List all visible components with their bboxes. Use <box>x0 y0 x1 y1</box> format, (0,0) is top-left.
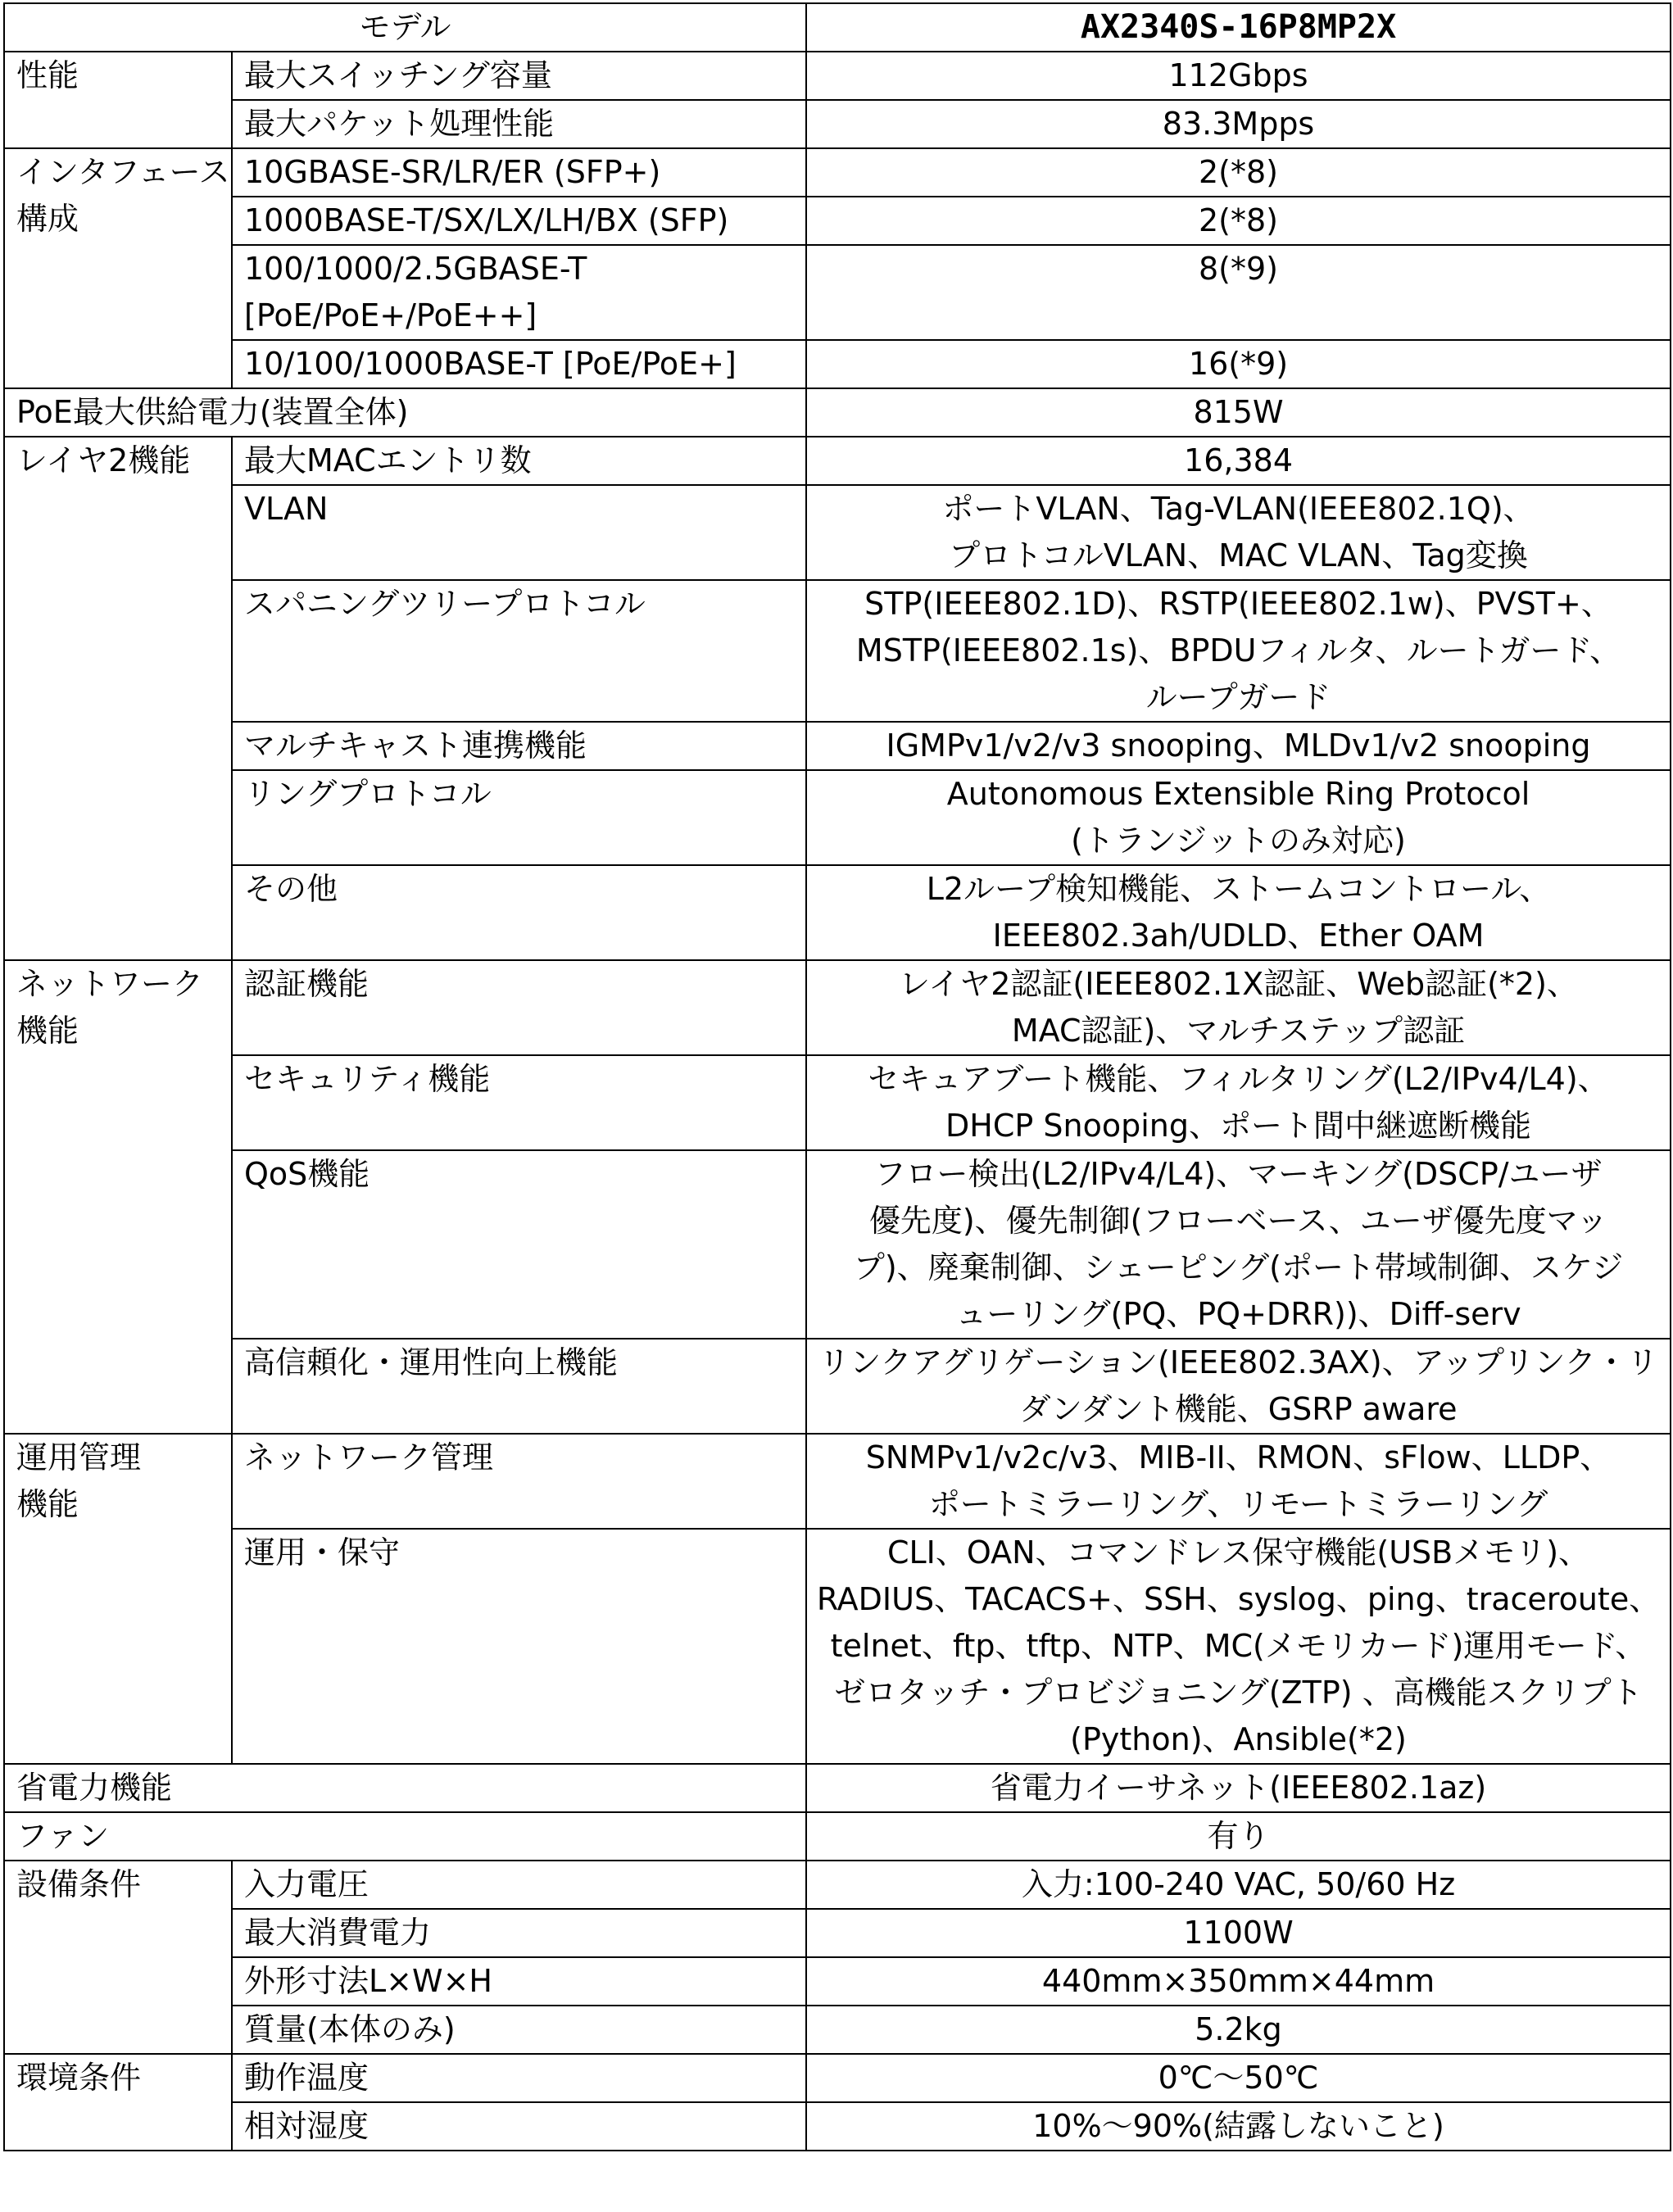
category-line: インタフェース <box>16 154 230 190</box>
value-line: プ)、廃棄制御、シェーピング(ポート帯域制御、スケジ <box>853 1249 1624 1285</box>
value-line: リンクアグリゲーション(IEEE802.3AX)、アップリンク・リ <box>818 1344 1658 1380</box>
value-line: STP(IEEE802.1D)、RSTP(IEEE802.1w)、PVST+、 <box>864 586 1612 622</box>
spec-value: 16(*9) <box>806 340 1671 388</box>
spec-label: マルチキャスト連携機能 <box>232 722 806 770</box>
spec-row <box>4 100 1671 148</box>
spec-value <box>806 1339 1671 1434</box>
value-line: MSTP(IEEE802.1s)、BPDUフィルタ、ルートガード、 <box>855 632 1621 669</box>
spec-label: 認証機能 <box>232 960 806 1055</box>
spec-value: 1100W <box>806 1909 1671 1957</box>
value-line: MAC認証)、マルチステップ認証 <box>1011 1013 1466 1049</box>
value-line: (トランジットのみ対応) <box>1071 823 1406 859</box>
model-name: AX2340S-16P8MP2X <box>806 3 1671 52</box>
spec-row <box>4 960 1671 1055</box>
spec-row <box>4 340 1671 388</box>
spec-label-fan: ファン <box>4 1812 806 1861</box>
spec-label: 動作温度 <box>232 2054 806 2102</box>
value-line: ューリング(PQ、PQ+DRR))、Diff-serv <box>955 1296 1521 1332</box>
value-line: RADIUS、TACACS+、SSH、syslog、ping、traceroute、 <box>816 1581 1661 1617</box>
spec-value <box>806 1434 1671 1529</box>
value-line: セキュアブート機能、フィルタリング(L2/IPv4/L4)、 <box>868 1061 1609 1097</box>
value-line: 優先度)、優先制御(フローベース、ユーザ優先度マッ <box>868 1203 1608 1239</box>
spec-row <box>4 770 1671 865</box>
spec-row <box>4 245 1671 340</box>
category-network <box>4 960 232 1434</box>
spec-row <box>4 1339 1671 1434</box>
value-line: レイヤ2認証(IEEE802.1X認証、Web認証(*2)、 <box>899 966 1578 1002</box>
label-line: [PoE/PoE+/PoE++] <box>244 297 537 333</box>
value-line: フロー検出(L2/IPv4/L4)、マーキング(DSCP/ユーザ <box>874 1156 1603 1192</box>
spec-row <box>4 485 1671 580</box>
spec-row <box>4 1150 1671 1339</box>
spec-row <box>4 2006 1671 2054</box>
spec-label-power-saving: 省電力機能 <box>4 1764 806 1812</box>
category-line: 構成 <box>16 201 79 237</box>
spec-value: 112Gbps <box>806 52 1671 100</box>
spec-label: 外形寸法L×W×H <box>232 1957 806 2006</box>
spec-label: 1000BASE-T/SX/LX/LH/BX (SFP) <box>232 197 806 245</box>
spec-row <box>4 437 1671 485</box>
spec-label: ネットワーク管理 <box>232 1434 806 1529</box>
spec-row <box>4 197 1671 245</box>
spec-value: 入力:100-240 VAC, 50/60 Hz <box>806 1861 1671 1909</box>
category-layer2: レイヤ2機能 <box>4 437 232 960</box>
spec-row <box>4 2054 1671 2102</box>
spec-row <box>4 1055 1671 1150</box>
spec-label-poe-power: PoE最大供給電力(装置全体) <box>4 388 806 437</box>
spec-value: 省電力イーサネット(IEEE802.1az) <box>806 1764 1671 1812</box>
spec-value: 5.2kg <box>806 2006 1671 2054</box>
value-line: (Python)、Ansible(*2) <box>1070 1721 1407 1757</box>
spec-value <box>806 485 1671 580</box>
spec-value: 2(*8) <box>806 197 1671 245</box>
spec-row <box>4 580 1671 722</box>
value-line: L2ループ検知機能、ストームコントロール、 <box>926 871 1551 907</box>
spec-label: 質量(本体のみ) <box>232 2006 806 2054</box>
category-performance: 性能 <box>4 52 232 148</box>
spec-row <box>4 722 1671 770</box>
value-line: Autonomous Extensible Ring Protocol <box>946 776 1530 812</box>
value-line: IEEE802.3ah/UDLD、Ether OAM <box>992 918 1485 954</box>
spec-value: 0℃～50℃ <box>806 2054 1671 2102</box>
value-line: ダンダント機能、GSRP aware <box>1019 1391 1458 1427</box>
value-line: telnet、ftp、tftp、NTP、MC(メモリカード)運用モード、 <box>830 1628 1647 1664</box>
spec-value: IGMPv1/v2/v3 snooping、MLDv1/v2 snooping <box>806 722 1671 770</box>
model-header-label: モデル <box>4 3 806 52</box>
spec-row <box>4 1764 1671 1812</box>
spec-label: 最大パケット処理性能 <box>232 100 806 148</box>
spec-row <box>4 1812 1671 1861</box>
spec-label: スパニングツリープロトコル <box>232 580 806 722</box>
category-facility: 設備条件 <box>4 1861 232 2054</box>
spec-value <box>806 1529 1671 1764</box>
category-environment: 環境条件 <box>4 2054 232 2151</box>
spec-label: 運用・保守 <box>232 1529 806 1764</box>
spec-value: 815W <box>806 388 1671 437</box>
category-interfaces <box>4 148 232 388</box>
spec-row <box>4 1909 1671 1957</box>
spec-label: 高信頼化・運用性向上機能 <box>232 1339 806 1434</box>
spec-value <box>806 960 1671 1055</box>
spec-label: QoS機能 <box>232 1150 806 1339</box>
value-line: プロトコルVLAN、MAC VLAN、Tag変換 <box>949 537 1528 573</box>
spec-row <box>4 52 1671 100</box>
spec-value: 2(*8) <box>806 148 1671 197</box>
spec-row <box>4 865 1671 960</box>
value-line: DHCP Snooping、ポート間中継遮断機能 <box>945 1108 1531 1144</box>
value-line: CLI、OAN、コマンドレス保守機能(USBメモリ)、 <box>886 1534 1590 1571</box>
spec-label: 最大消費電力 <box>232 1909 806 1957</box>
spec-value: 有り <box>806 1812 1671 1861</box>
category-line: ネットワーク <box>16 966 204 1002</box>
spec-row <box>4 1957 1671 2006</box>
category-line: 機能 <box>16 1013 79 1049</box>
spec-label: リングプロトコル <box>232 770 806 865</box>
spec-label <box>232 245 806 340</box>
spec-row <box>4 1861 1671 1909</box>
spec-label: 10/100/1000BASE-T [PoE/PoE+] <box>232 340 806 388</box>
spec-value <box>806 1150 1671 1339</box>
spec-label: VLAN <box>232 485 806 580</box>
spec-row <box>4 1529 1671 1764</box>
spec-value: 440mm×350mm×44mm <box>806 1957 1671 2006</box>
spec-row <box>4 1434 1671 1529</box>
spec-value <box>806 865 1671 960</box>
spec-value: 10%～90%(結露しないこと) <box>806 2102 1671 2151</box>
header-row <box>4 3 1671 52</box>
category-management <box>4 1434 232 1764</box>
spec-value <box>806 1055 1671 1150</box>
value-line: ポートミラーリング、リモートミラーリング <box>928 1486 1548 1522</box>
value-line: ループガード <box>1145 679 1331 715</box>
spec-label: セキュリティ機能 <box>232 1055 806 1150</box>
spec-label: その他 <box>232 865 806 960</box>
spec-value <box>806 580 1671 722</box>
spec-value <box>806 770 1671 865</box>
spec-row <box>4 388 1671 437</box>
spec-table <box>3 2 1671 2151</box>
spec-value: 8(*9) <box>806 245 1671 340</box>
spec-label: 10GBASE-SR/LR/ER (SFP+) <box>232 148 806 197</box>
value-line: ゼロタッチ・プロビジョニング(ZTP) 、高機能スクリプト <box>834 1675 1643 1711</box>
spec-label: 相対湿度 <box>232 2102 806 2151</box>
label-line: 100/1000/2.5GBASE-T <box>244 251 587 287</box>
value-line: ポートVLAN、Tag-VLAN(IEEE802.1Q)、 <box>942 491 1535 527</box>
spec-label: 最大スイッチング容量 <box>232 52 806 100</box>
spec-label: 入力電圧 <box>232 1861 806 1909</box>
spec-value: 16,384 <box>806 437 1671 485</box>
category-line: 機能 <box>16 1486 79 1522</box>
value-line: SNMPv1/v2c/v3、MIB-II、RMON、sFlow、LLDP、 <box>865 1439 1612 1475</box>
spec-row <box>4 2102 1671 2151</box>
category-line: 運用管理 <box>16 1439 142 1475</box>
spec-row <box>4 148 1671 197</box>
spec-value: 83.3Mpps <box>806 100 1671 148</box>
spec-label: 最大MACエントリ数 <box>232 437 806 485</box>
